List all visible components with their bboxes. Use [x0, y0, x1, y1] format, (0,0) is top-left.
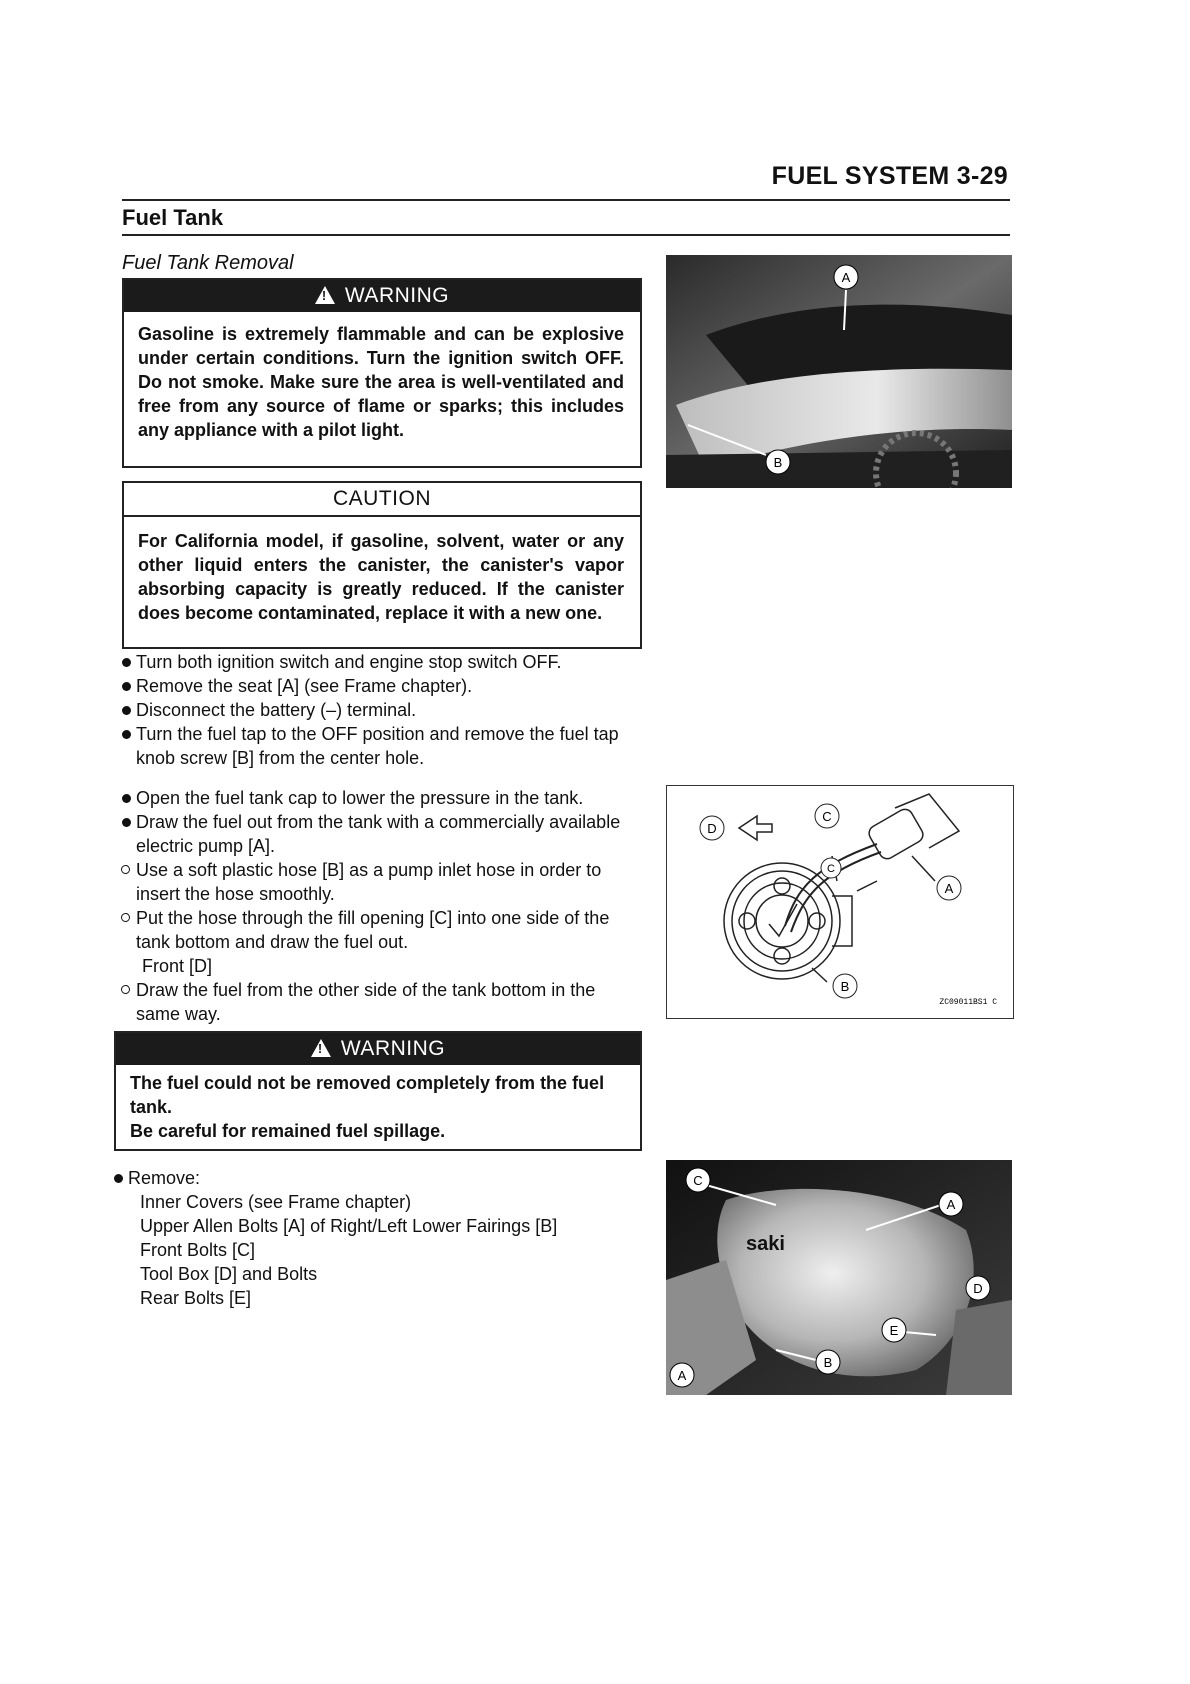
list-item: Draw the fuel from the other side of the tank bottom in the same way. — [122, 978, 642, 1026]
warning-triangle-icon — [315, 286, 335, 304]
remove-list — [114, 1166, 654, 1310]
remove-item: Tool Box [D] and Bolts — [140, 1264, 318, 1284]
svg-text:D: D — [973, 1281, 983, 1296]
svg-text:E: E — [889, 1323, 899, 1338]
callout-a — [937, 876, 961, 900]
header-rule — [122, 199, 1010, 201]
warning-label: WARNING — [344, 284, 450, 307]
svg-text:D: D — [707, 821, 717, 836]
bullet-icon — [122, 794, 131, 803]
list-item: Disconnect the battery (–) terminal. — [122, 698, 642, 722]
fuel-pump-illustration — [667, 786, 1013, 1018]
seat-photo-illustration — [666, 255, 1012, 488]
fuel-tank-illustration — [666, 1160, 1012, 1395]
bullet-icon — [114, 1174, 123, 1183]
brand-logo: saki — [746, 1233, 785, 1255]
callout-e — [882, 1318, 906, 1342]
bullet-icon — [122, 730, 131, 739]
callout-c-mid — [821, 858, 841, 878]
list-item: Remove the seat [A] (see Frame chapter). — [122, 674, 642, 698]
seat-photo — [666, 255, 1012, 488]
callout-a — [834, 265, 858, 289]
callout-b — [766, 450, 790, 474]
warning-text: Gasoline is extremely flammable and can be explosive under certain conditions. Turn the ignition switch OFF. Do not smoke. Make sure the area is well-ventilated and free from any source of flame or sparks; this includes any appliance with a pilot light. — [138, 324, 624, 440]
warning-bar — [116, 1033, 640, 1065]
bullet-icon — [122, 658, 131, 667]
svg-text:B: B — [823, 1355, 833, 1370]
remove-item: Front Bolts [C] — [140, 1240, 256, 1260]
figure-code: ZC09011BS1 C — [939, 998, 997, 1007]
svg-text:C: C — [822, 809, 832, 824]
bullet-icon — [122, 682, 131, 691]
callout-d — [966, 1276, 990, 1300]
svg-text:A: A — [841, 270, 851, 285]
steps-list-2 — [122, 786, 642, 1026]
remove-item: Rear Bolts [E] — [140, 1288, 252, 1308]
list-item: Open the fuel tank cap to lower the pressure in the tank. — [122, 786, 642, 810]
warning-box — [122, 278, 642, 468]
front-label: Front [D] — [142, 956, 213, 976]
list-item: Remove: — [114, 1166, 654, 1190]
bullet-icon — [122, 706, 131, 715]
warning-box-2 — [114, 1031, 642, 1151]
sub-bullet-icon — [121, 865, 130, 874]
subsection-title: Fuel Tank Removal — [122, 252, 294, 274]
warning-bar — [124, 280, 640, 312]
callout-a-bottom — [670, 1363, 694, 1387]
remove-item: Inner Covers (see Frame chapter) — [140, 1192, 412, 1212]
warning-text: The fuel could not be removed completely from the fuel tank. Be careful for remained fuel spillage. — [130, 1073, 605, 1141]
svg-text:A: A — [944, 881, 954, 896]
remove-item: Upper Allen Bolts [A] of Right/Left Lower Fairings [B] — [140, 1216, 558, 1236]
list-item: Put the hose through the fill opening [C] into one side of the tank bottom and draw the fuel out. — [122, 906, 642, 954]
callout-a-top — [939, 1192, 963, 1216]
svg-text:C: C — [693, 1173, 703, 1188]
page-header: FUEL SYSTEM 3-29 — [771, 162, 1008, 190]
warning-label: WARNING — [340, 1037, 446, 1060]
warning-triangle-icon — [311, 1039, 331, 1057]
list-item: Draw the fuel out from the tank with a commercially available electric pump [A]. — [122, 810, 642, 858]
steps-list-1 — [122, 650, 642, 770]
list-item: Turn the fuel tap to the OFF position and remove the fuel tap knob screw [B] from the center hole. — [122, 722, 642, 770]
section-title: Fuel Tank — [122, 205, 224, 230]
list-item: Turn both ignition switch and engine stop switch OFF. — [122, 650, 642, 674]
bullet-icon — [122, 818, 131, 827]
svg-text:B: B — [773, 455, 783, 470]
svg-text:B: B — [840, 979, 850, 994]
callout-b — [816, 1350, 840, 1374]
sub-bullet-icon — [121, 985, 130, 994]
svg-text:C: C — [827, 863, 835, 875]
sub-bullet-icon — [121, 913, 130, 922]
fuel-pump-diagram — [666, 785, 1014, 1019]
callout-c — [686, 1168, 710, 1192]
caution-label: CAUTION — [124, 483, 640, 517]
callout-c-top — [815, 804, 839, 828]
svg-text:A: A — [677, 1368, 687, 1383]
svg-text:A: A — [946, 1197, 956, 1212]
caution-text: For California model, if gasoline, solvent, water or any other liquid enters the canister, the canister's vapor absorbing capacity is greatly reduced. If the canister does become contaminated, replace it with a new one. — [138, 531, 624, 623]
section-rule — [122, 234, 1010, 236]
callout-d — [700, 816, 724, 840]
list-item: Use a soft plastic hose [B] as a pump inlet hose in order to insert the hose smoothly. — [122, 858, 642, 906]
caution-box — [122, 481, 642, 649]
fuel-tank-photo — [666, 1160, 1012, 1395]
callout-b — [833, 974, 857, 998]
